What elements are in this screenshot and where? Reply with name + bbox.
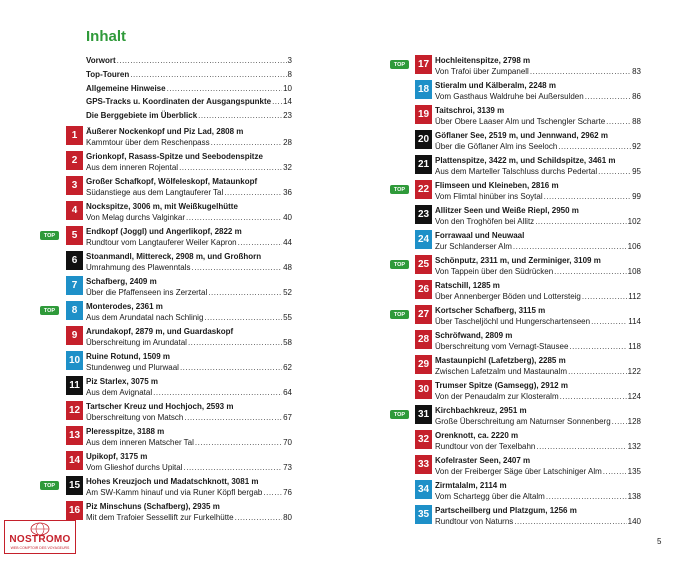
tour-title: Großer Schafkopf, Wölfeleskopf, Mataunkopf xyxy=(86,177,258,186)
leader-dots xyxy=(554,266,626,277)
leader-dots xyxy=(585,91,631,102)
front-matter-page: 10 xyxy=(283,83,292,93)
tour-title: Kirchbachkreuz, 2951 m xyxy=(435,406,527,415)
tour-entry[interactable] xyxy=(415,355,641,379)
tour-title: Stieralm und Kälberalm, 2248 m xyxy=(435,81,556,90)
top-tour-badge: TOP xyxy=(390,410,409,419)
tour-title: Piz Minschuns (Schafberg), 2935 m xyxy=(86,502,220,511)
tour-entry[interactable] xyxy=(66,176,292,200)
tour-subtitle: Vom Flimtal hinüber ins Soytal xyxy=(435,192,543,201)
leader-dots xyxy=(546,491,627,502)
tour-number-badge: 23 xyxy=(415,205,432,224)
tour-entry[interactable] xyxy=(415,80,641,104)
tour-entry[interactable] xyxy=(66,476,292,500)
tour-title: Partscheilberg und Platzgum, 1256 m xyxy=(435,506,577,515)
tour-entry[interactable] xyxy=(415,280,641,304)
front-matter-label: Die Berggebiete im Überblick xyxy=(86,111,198,121)
tour-entry[interactable] xyxy=(66,501,292,525)
tour-subtitle: Über die Pfaffenseen ins Zerzertal xyxy=(86,288,208,297)
tour-number-badge: 14 xyxy=(66,451,83,470)
tour-subtitle: Vom Gasthaus Waldruhe bei Außersulden xyxy=(435,92,584,101)
front-matter-item[interactable] xyxy=(86,111,292,125)
leader-dots xyxy=(514,516,626,527)
tour-number-badge: 16 xyxy=(66,501,83,520)
leader-dots xyxy=(180,362,282,373)
leader-dots xyxy=(598,166,631,177)
tour-page: 55 xyxy=(283,313,292,322)
tour-subtitle: Überschreitung im Arundatal xyxy=(86,338,187,347)
leader-dots xyxy=(195,437,282,448)
tour-entry[interactable] xyxy=(66,276,292,300)
tour-subtitle: Rundtour von der Texelbahn xyxy=(435,442,536,451)
tour-number-badge: 13 xyxy=(66,426,83,445)
leader-dots xyxy=(535,216,626,227)
leader-dots xyxy=(188,337,282,348)
page-title: Inhalt xyxy=(86,28,126,45)
tour-entry[interactable] xyxy=(415,405,641,429)
tour-subtitle: Über Annenberger Böden und Lottersteig xyxy=(435,292,581,301)
tour-number-badge: 25 xyxy=(415,255,432,274)
leader-dots xyxy=(204,312,282,323)
front-matter-item[interactable] xyxy=(86,84,292,98)
leader-dots xyxy=(130,70,286,79)
leader-dots xyxy=(558,141,631,152)
tour-page: 128 xyxy=(627,417,641,426)
tour-page: 32 xyxy=(283,163,292,172)
tour-number-badge: 1 xyxy=(66,126,83,145)
tour-page: 132 xyxy=(627,442,641,451)
tour-page: 64 xyxy=(283,388,292,397)
top-tour-badge: TOP xyxy=(40,306,59,315)
tour-page: 28 xyxy=(283,138,292,147)
tour-number-badge: 28 xyxy=(415,330,432,349)
tour-number-badge: 6 xyxy=(66,251,83,270)
tour-number-badge: 4 xyxy=(66,201,83,220)
leader-dots xyxy=(117,56,287,65)
tour-page: 114 xyxy=(628,317,641,326)
leader-dots xyxy=(263,487,282,498)
tour-number-badge: 12 xyxy=(66,401,83,420)
tour-page: 135 xyxy=(627,467,641,476)
tour-subtitle: Über Tascheljöchl und Hungerschartenseen xyxy=(435,317,591,326)
tour-page: 112 xyxy=(628,292,641,301)
tour-subtitle: Über die Göflaner Alm ins Seeloch xyxy=(435,142,558,151)
leader-dots xyxy=(184,412,282,423)
top-tour-badge: TOP xyxy=(390,185,409,194)
tour-title: Schröfwand, 2809 m xyxy=(435,331,513,340)
tour-subtitle: Von der Penaudalm zur Klosteralm xyxy=(435,392,559,401)
tour-title: Hochleitenspitze, 2798 m xyxy=(435,56,531,65)
tour-entry[interactable] xyxy=(66,326,292,350)
tour-entry[interactable] xyxy=(66,226,292,250)
tour-page: 86 xyxy=(632,92,641,101)
leader-dots xyxy=(582,291,627,302)
tour-page: 92 xyxy=(632,142,641,151)
tour-entry[interactable] xyxy=(415,130,641,154)
tour-page: 36 xyxy=(283,188,292,197)
tour-subtitle: Vom Schartegg über die Altalm xyxy=(435,492,545,501)
tour-number-badge: 30 xyxy=(415,380,432,399)
front-matter-item[interactable] xyxy=(86,56,292,70)
tour-entry[interactable] xyxy=(415,430,641,454)
top-tour-badge: TOP xyxy=(40,481,59,490)
leader-dots xyxy=(536,441,626,452)
tour-number-badge: 8 xyxy=(66,301,83,320)
tour-subtitle: Große Überschreitung am Naturnser Sonnenberg xyxy=(435,417,611,426)
leader-dots xyxy=(179,162,282,173)
tour-entry[interactable] xyxy=(66,351,292,375)
leader-dots xyxy=(153,387,282,398)
tour-page: 102 xyxy=(627,217,641,226)
tour-title: Allitzer Seen und Weiße Riepl, 2950 m xyxy=(435,206,579,215)
tour-subtitle: Aus dem Arundatal nach Schlinig xyxy=(86,313,204,322)
tour-entry[interactable] xyxy=(66,451,292,475)
tour-number-badge: 29 xyxy=(415,355,432,374)
leader-dots xyxy=(224,187,282,198)
tour-subtitle: Von den Troghöfen bei Allitz xyxy=(435,217,535,226)
tour-entry[interactable] xyxy=(415,180,641,204)
tour-page: 58 xyxy=(283,338,292,347)
front-matter-label: Allgemeine Hinweise xyxy=(86,83,166,93)
tour-title: Taitschroi, 3139 m xyxy=(435,106,505,115)
leader-dots xyxy=(211,137,282,148)
tour-number-badge: 26 xyxy=(415,280,432,299)
tour-subtitle: Zwischen Lafetzalm und Mastaunalm xyxy=(435,367,568,376)
front-matter-item[interactable] xyxy=(86,70,292,84)
tour-title: Nockspitze, 3006 m, mit Weißkugelhütte xyxy=(86,202,238,211)
tour-entry[interactable] xyxy=(66,251,292,275)
tour-title: Arundakopf, 2879 m, und Guardaskopf xyxy=(86,327,234,336)
leader-dots xyxy=(612,416,627,427)
tour-subtitle: Über Obere Laaser Alm und Tschengler Scharte xyxy=(435,117,606,126)
tour-entry[interactable] xyxy=(415,205,641,229)
tour-page: 62 xyxy=(283,363,292,372)
tour-page: 95 xyxy=(632,167,641,176)
leader-dots xyxy=(568,366,627,377)
tour-page: 83 xyxy=(632,67,641,76)
tour-entry[interactable] xyxy=(66,201,292,225)
tour-subtitle: Umrahmung des Plawenntals xyxy=(86,263,191,272)
tour-title: Schafberg, 2409 m xyxy=(86,277,157,286)
front-matter-label: Top-Touren xyxy=(86,69,130,79)
tour-subtitle: Rundtour vom Langtauferer Weiler Kapron xyxy=(86,238,237,247)
tour-title: Zirmtalalm, 2114 m xyxy=(435,481,507,490)
tour-title: Upikopf, 3175 m xyxy=(86,452,148,461)
tour-page: 124 xyxy=(627,392,641,401)
tour-page: 122 xyxy=(627,367,641,376)
tour-number-badge: 2 xyxy=(66,151,83,170)
tour-entry[interactable] xyxy=(415,330,641,354)
tour-subtitle: Überschreitung von Matsch xyxy=(86,413,184,422)
tour-subtitle: Von Tappein über den Südrücken xyxy=(435,267,554,276)
top-tour-badge: TOP xyxy=(40,231,59,240)
tour-subtitle: Südanstiege aus dem Langtauferer Tal xyxy=(86,188,224,197)
front-matter-page: 14 xyxy=(283,97,292,107)
front-matter-page: 3 xyxy=(287,56,292,65)
leader-dots xyxy=(198,111,282,120)
tour-entry[interactable] xyxy=(415,155,641,179)
tour-subtitle: Stundenweg und Plurwaal xyxy=(86,363,179,372)
tour-number-badge: 5 xyxy=(66,226,83,245)
tour-subtitle: Überschreitung vom Vernagt-Stausee xyxy=(435,342,569,351)
tour-number-badge: 3 xyxy=(66,176,83,195)
tour-title: Kortscher Schafberg, 3115 m xyxy=(435,306,546,315)
tour-title: Monterodes, 2361 m xyxy=(86,302,163,311)
tour-title: Piz Starlex, 3075 m xyxy=(86,377,159,386)
tour-entry[interactable] xyxy=(66,426,292,450)
tour-page: 140 xyxy=(627,517,641,526)
tour-title: Ruine Rotund, 1509 m xyxy=(86,352,171,361)
tour-subtitle: Aus dem Marteller Talschluss durchs Pedertal xyxy=(435,167,598,176)
leader-dots xyxy=(186,212,282,223)
tour-number-badge: 32 xyxy=(415,430,432,449)
tour-title: Stoanmandl, Mittereck, 2908 m, und Großhorn xyxy=(86,252,262,261)
tour-entry[interactable] xyxy=(415,505,641,529)
tour-entry[interactable] xyxy=(66,401,292,425)
tour-entry[interactable] xyxy=(415,255,641,279)
tour-page: 52 xyxy=(283,288,292,297)
tour-page: 40 xyxy=(283,213,292,222)
tour-subtitle: Zur Schlanderser Alm xyxy=(435,242,512,251)
tour-number-badge: 33 xyxy=(415,455,432,474)
tour-entry[interactable] xyxy=(415,480,641,504)
tour-entry[interactable] xyxy=(415,230,641,254)
leader-dots xyxy=(606,116,631,127)
tour-title: Trumser Spitze (Gamsegg), 2912 m xyxy=(435,381,568,390)
tour-number-badge: 20 xyxy=(415,130,432,149)
front-matter-page: 8 xyxy=(287,69,292,79)
front-matter-label: Vorwort xyxy=(86,56,116,65)
tour-page: 80 xyxy=(283,513,292,522)
tour-entry[interactable] xyxy=(415,455,641,479)
tour-page: 108 xyxy=(627,267,641,276)
tour-number-badge: 24 xyxy=(415,230,432,249)
tour-subtitle: Vom Glieshof durchs Upital xyxy=(86,463,183,472)
tour-page: 73 xyxy=(283,463,292,472)
leader-dots xyxy=(192,262,283,273)
leader-dots xyxy=(530,66,631,77)
leader-dots xyxy=(513,241,627,252)
tour-number-badge: 19 xyxy=(415,105,432,124)
tour-entry[interactable] xyxy=(415,105,641,129)
tour-subtitle: Von Trafoi über Zumpanell xyxy=(435,67,529,76)
leader-dots xyxy=(184,462,283,473)
tour-entry[interactable] xyxy=(66,126,292,150)
tour-title: Orenknott, ca. 2220 m xyxy=(435,431,519,440)
leader-dots xyxy=(569,341,627,352)
tour-number-badge: 18 xyxy=(415,80,432,99)
tour-subtitle: Aus dem inneren Rojental xyxy=(86,163,179,172)
top-tour-badge: TOP xyxy=(390,260,409,269)
tour-number-badge: 10 xyxy=(66,351,83,370)
publisher-logo xyxy=(4,520,76,554)
tour-title: Flimseen und Kleineben, 2816 m xyxy=(435,181,559,190)
front-matter-list xyxy=(86,56,292,125)
tour-entry[interactable] xyxy=(415,305,641,329)
front-matter-label: GPS-Tracks u. Koordinaten der Ausgangspunkte xyxy=(86,97,272,107)
leader-dots xyxy=(272,97,282,106)
tour-subtitle: Rundtour von Naturns xyxy=(435,517,514,526)
tour-number-badge: 21 xyxy=(415,155,432,174)
tour-subtitle: Von der Freiberger Säge über Latschiniger Alm xyxy=(435,467,602,476)
tour-number-badge: 15 xyxy=(66,476,83,495)
leader-dots xyxy=(238,237,282,248)
tour-entry[interactable] xyxy=(415,55,641,79)
tour-subtitle: Aus dem inneren Matscher Tal xyxy=(86,438,194,447)
leader-dots xyxy=(591,316,627,327)
tour-title: Pleresspitze, 3188 m xyxy=(86,427,165,436)
logo-name: NOSTROMO xyxy=(9,534,71,545)
tour-page: 138 xyxy=(627,492,641,501)
tour-title: Endkopf (Joggl) und Angerlikopf, 2822 m xyxy=(86,227,242,236)
tour-page: 118 xyxy=(628,342,641,351)
tour-number-badge: 9 xyxy=(66,326,83,345)
logo-tagline: WEB COMPTOIR DES VOYAGEURS xyxy=(10,546,70,550)
front-matter-item[interactable] xyxy=(86,97,292,111)
tour-title: Mastaunpichl (Lafetzberg), 2285 m xyxy=(435,356,566,365)
leader-dots xyxy=(208,287,282,298)
tour-page: 76 xyxy=(283,488,292,497)
tour-page: 48 xyxy=(283,263,292,272)
tour-title: Tartscher Kreuz und Hochjoch, 2593 m xyxy=(86,402,234,411)
tour-title: Hohes Kreuzjoch und Madatschknott, 3081 m xyxy=(86,477,259,486)
tour-subtitle: Von Melag durchs Valginkar xyxy=(86,213,186,222)
tour-page: 67 xyxy=(283,413,292,422)
tour-page: 70 xyxy=(283,438,292,447)
tour-number-badge: 35 xyxy=(415,505,432,524)
tour-title: Göflaner See, 2519 m, und Jennwand, 2962 m xyxy=(435,131,608,140)
tour-title: Forrawaal und Neuwaal xyxy=(435,231,525,240)
tour-title: Plattenspitze, 3422 m, und Schildspitze, 3461 m xyxy=(435,156,616,165)
tour-page: 44 xyxy=(283,238,292,247)
tour-title: Ratschill, 1285 m xyxy=(435,281,500,290)
tour-entry[interactable] xyxy=(415,380,641,404)
tour-title: Grionkopf, Rasass-Spitze und Seebodenspitze xyxy=(86,152,263,161)
leader-dots xyxy=(235,512,282,523)
tour-subtitle: Aus dem Avignatal xyxy=(86,388,153,397)
front-matter-page: 23 xyxy=(283,111,292,121)
tour-number-badge: 34 xyxy=(415,480,432,499)
tour-title: Schönputz, 2311 m, und Zerminiger, 3109 m xyxy=(435,256,601,265)
tour-number-badge: 11 xyxy=(66,376,83,395)
tour-number-badge: 17 xyxy=(415,55,432,74)
tour-subtitle: Am SW-Kamm hinauf und via Runer Köpfl bergab xyxy=(86,488,263,497)
leader-dots xyxy=(560,391,627,402)
tour-page: 99 xyxy=(632,192,641,201)
tour-title: Äußerer Nockenkopf und Piz Lad, 2808 m xyxy=(86,127,244,136)
tour-entry[interactable] xyxy=(66,301,292,325)
page-number: 5 xyxy=(657,537,662,546)
top-tour-badge: TOP xyxy=(390,60,409,69)
tour-page: 106 xyxy=(627,242,641,251)
top-tour-badge: TOP xyxy=(390,310,409,319)
tour-page: 88 xyxy=(632,117,641,126)
tour-entry[interactable] xyxy=(66,151,292,175)
tour-number-badge: 7 xyxy=(66,276,83,295)
leader-dots xyxy=(167,84,283,93)
leader-dots xyxy=(603,466,627,477)
tour-subtitle: Kammtour über dem Reschenpass xyxy=(86,138,210,147)
leader-dots xyxy=(544,191,631,202)
tour-number-badge: 22 xyxy=(415,180,432,199)
tour-subtitle: Mit dem Trafoier Sessellift zur Furkelhütte xyxy=(86,513,234,522)
tour-number-badge: 31 xyxy=(415,405,432,424)
tour-number-badge: 27 xyxy=(415,305,432,324)
tour-title: Kofelraster Seen, 2407 m xyxy=(435,456,531,465)
tour-entry[interactable] xyxy=(66,376,292,400)
